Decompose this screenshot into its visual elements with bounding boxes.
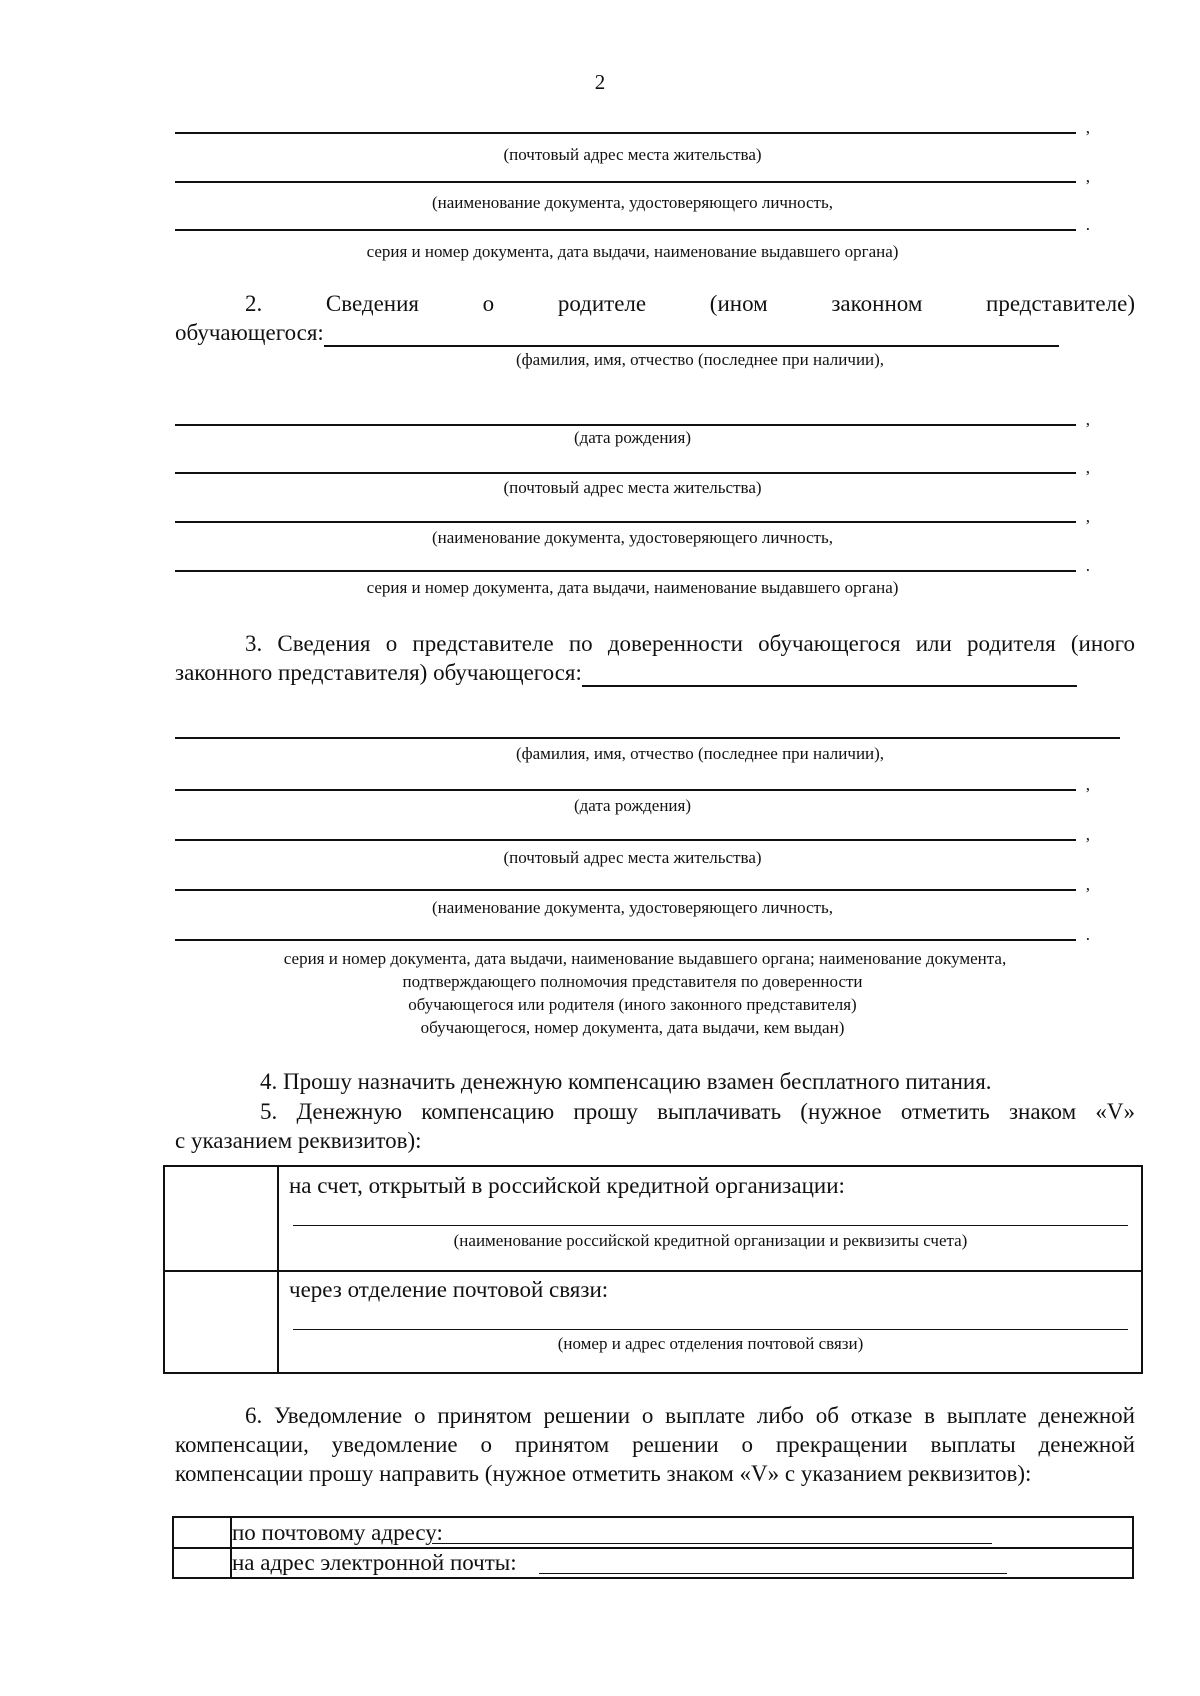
- section6-line2: компенсации, уведомление о принятом решении о прекращении выплаты денежной: [175, 1432, 1135, 1457]
- caption-address-3: (почтовый адрес места жительства): [503, 848, 762, 867]
- id-doc-name-field-2[interactable]: ,: [175, 497, 1090, 531]
- post-office-checkbox[interactable]: [165, 1272, 277, 1372]
- section5-subheading: с указанием реквизитов):: [175, 1128, 422, 1153]
- section3-label-text: законного представителя) обучающегося:: [175, 660, 582, 685]
- section2-label-text: обучающегося:: [175, 320, 324, 345]
- caption-fio-3: (фамилия, имя, отчество (последнее при наличии),: [515, 744, 885, 763]
- post-office-field[interactable]: [293, 1295, 1128, 1330]
- id-doc-name-field-1[interactable]: ,: [175, 157, 1090, 191]
- bank-account-checkbox[interactable]: [165, 1167, 277, 1270]
- section3-label: [175, 658, 1135, 687]
- bank-details-caption: (наименование российской кредитной организации и реквизиты счета): [453, 1231, 968, 1250]
- caption-id-doc-details-1: серия и номер документа, дата выдачи, наименование выдавшего органа): [366, 242, 899, 261]
- caption-address-1: (почтовый адрес места жительства): [503, 145, 762, 164]
- email-field[interactable]: [539, 1573, 1007, 1574]
- section2-label: [175, 318, 1135, 347]
- caption-id-doc-name-3: (наименование документа, удостоверяющего личность,: [432, 898, 833, 917]
- caption-id-doc-details-2: серия и номер документа, дата выдачи, наименование выдавшего органа): [366, 578, 899, 597]
- caption-id-doc-name-2: (наименование документа, удостоверяющего личность,: [432, 528, 833, 547]
- section6-line1: 6. Уведомление о принятом решении о выплате либо об отказе в выплате денежной: [245, 1403, 1135, 1428]
- caption-proxy-doc-1: серия и номер документа, дата выдачи, наименование выдавшего органа; наименование документа,: [283, 949, 1007, 968]
- postal-address-checkbox[interactable]: [174, 1518, 230, 1547]
- email-checkbox[interactable]: [174, 1549, 230, 1577]
- address-field-1[interactable]: ,: [175, 108, 1090, 142]
- address-field-2[interactable]: ,: [175, 448, 1090, 482]
- email-label: на адрес электронной почты:: [232, 1550, 517, 1575]
- caption-birth-date-3: (дата рождения): [573, 796, 692, 815]
- birth-date-field-3[interactable]: ,: [175, 765, 1090, 799]
- parent-fio-field[interactable]: [324, 325, 1059, 347]
- address-field-3[interactable]: ,: [175, 815, 1090, 849]
- section5-heading: 5. Денежную компенсацию прошу выплачивать (нужное отметить знаком «V»: [260, 1099, 1135, 1124]
- birth-date-field-2[interactable]: ,: [175, 400, 1090, 434]
- postal-address-label: по почтовому адресу:: [232, 1520, 443, 1545]
- caption-birth-date-2: (дата рождения): [573, 428, 692, 447]
- caption-proxy-doc-3: обучающегося или родителя (иного законного представителя): [408, 995, 857, 1014]
- id-doc-details-field-1[interactable]: .: [175, 205, 1090, 239]
- id-doc-details-field-2[interactable]: .: [175, 546, 1090, 580]
- section4-text: 4. Прошу назначить денежную компенсацию взамен бесплатного питания.: [260, 1069, 992, 1094]
- postal-address-field[interactable]: [432, 1543, 992, 1544]
- bank-details-field[interactable]: [293, 1191, 1128, 1226]
- section2-heading: 2. Сведения о родителе (ином законном представителе): [245, 291, 1135, 316]
- caption-address-2: (почтовый адрес места жительства): [503, 478, 762, 497]
- proxy-fio-field[interactable]: [175, 737, 1120, 739]
- payment-method-table: [163, 1165, 1143, 1374]
- section3-heading: 3. Сведения о представителе по доверенности обучающегося или родителя (иного: [245, 631, 1135, 656]
- notification-method-table: [172, 1516, 1134, 1579]
- caption-proxy-doc-4: обучающегося, номер документа, дата выдачи, кем выдан): [420, 1018, 845, 1037]
- page-number: 2: [594, 70, 606, 94]
- section6-line3: компенсации прошу направить (нужное отметить знаком «V» с указанием реквизитов):: [175, 1461, 1032, 1486]
- caption-proxy-doc-2: подтверждающего полномочия представителя по доверенности: [402, 972, 863, 991]
- caption-id-doc-name-1: (наименование документа, удостоверяющего личность,: [432, 193, 833, 212]
- table-divider: [174, 1547, 1132, 1549]
- id-doc-name-field-3[interactable]: ,: [175, 865, 1090, 899]
- proxy-line-field[interactable]: [582, 665, 1077, 687]
- table-divider: [165, 1270, 1141, 1272]
- bank-account-label: на счет, открытый в российской кредитной организации:: [289, 1173, 845, 1198]
- id-doc-details-field-3[interactable]: .: [175, 915, 1090, 949]
- post-office-label: через отделение почтовой связи:: [289, 1277, 609, 1302]
- post-office-caption: (номер и адрес отделения почтовой связи): [557, 1334, 864, 1353]
- caption-fio-2: (фамилия, имя, отчество (последнее при наличии),: [515, 350, 885, 369]
